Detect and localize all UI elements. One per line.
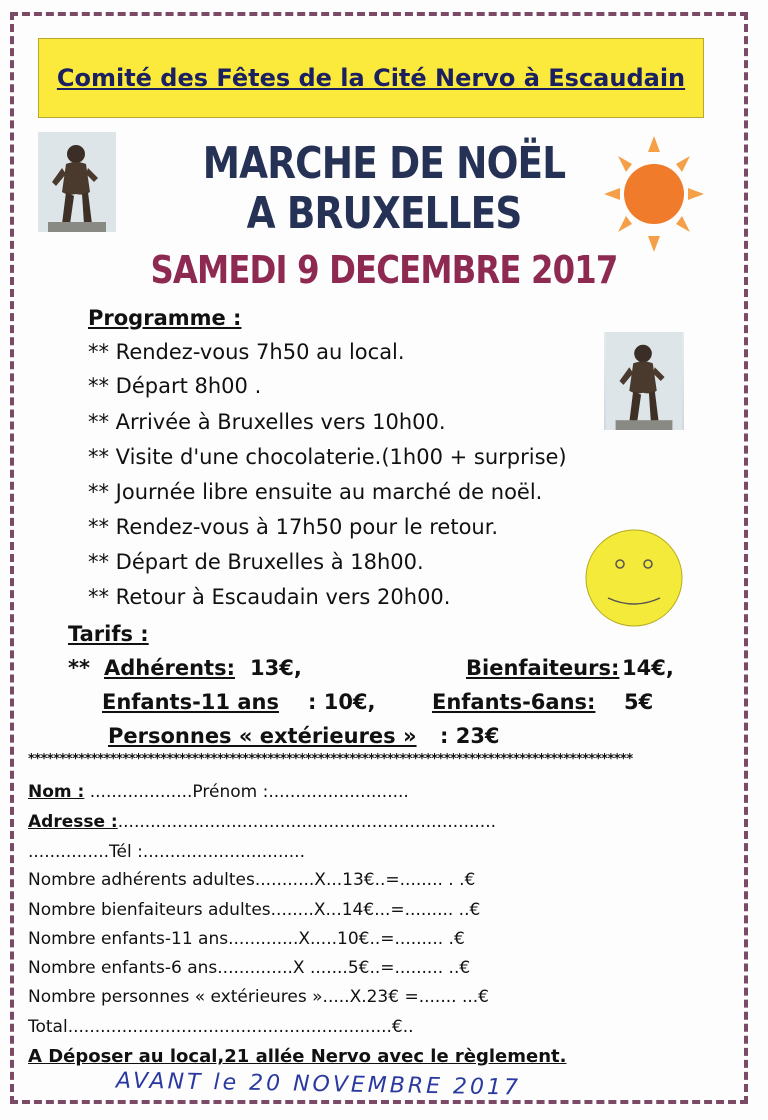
form-row: Nombre personnes « extérieures ».....X.23€ =....... ...€ (28, 987, 489, 1007)
statue-image-right (604, 332, 684, 430)
enfants11-price: : 10€, (308, 690, 376, 714)
adherents-label: Adhérents: (104, 656, 235, 680)
smiley-icon (584, 528, 684, 628)
adherents-price: 13€, (250, 656, 302, 680)
title-date: SAMEDI 9 DECEMBRE 2017 (150, 248, 618, 292)
header-title: Comité des Fêtes de la Cité Nervo à Escaudain (56, 64, 686, 92)
form-row: Nombre bienfaiteurs adultes........X...14€...=......... ..€ (28, 900, 481, 920)
programme-item: ** Rendez-vous à 17h50 pour le retour. (88, 515, 499, 539)
nom-line (28, 782, 409, 802)
form-row: Nombre enfants-6 ans..............X .......5€..=......... ..€ (28, 958, 471, 978)
adresse-label: Adresse : (28, 812, 118, 832)
title-line2: A BRUXELLES (246, 188, 522, 239)
tel-line: ...............Tél :.............................. (28, 842, 305, 862)
footer-instruction: A Déposer au local,21 allée Nervo avec le règlement. (28, 1046, 567, 1067)
enfants6-label: Enfants-6ans: (432, 690, 596, 714)
programme-item: ** Départ 8h00 . (88, 374, 262, 398)
separator: ************************************************************************************************ (28, 752, 633, 767)
form-total: Total............................................................€.. (28, 1017, 414, 1037)
nom-dots: ...................Prénom :.......................... (84, 782, 409, 802)
header-banner (38, 38, 704, 118)
adresse-line (28, 812, 738, 832)
programme-item: ** Visite d'une chocolaterie.(1h00 + surprise) (88, 445, 567, 469)
programme-item: ** Retour à Escaudain vers 20h00. (88, 585, 451, 609)
tarifs-heading: Tarifs : (68, 622, 149, 646)
programme-heading: Programme : (88, 306, 242, 330)
programme-item: ** Journée libre ensuite au marché de noël. (88, 480, 543, 504)
tarifs-prefix: ** (68, 656, 90, 680)
exterieures-label: Personnes « extérieures » (108, 724, 417, 748)
nom-label: Nom : (28, 782, 85, 802)
programme-item: ** Rendez-vous 7h50 au local. (88, 340, 405, 364)
form-row: Nombre adhérents adultes...........X...13€..=........ . .€ (28, 870, 476, 890)
title-line1: MARCHE DE NOËL (202, 138, 566, 189)
programme-item: ** Arrivée à Bruxelles vers 10h00. (88, 410, 446, 434)
enfants11-label: Enfants-11 ans (102, 690, 279, 714)
programme-item: ** Départ de Bruxelles à 18h00. (88, 550, 424, 574)
handwritten-deadline: AVANT le 20 NOVEMBRE 2017 (115, 1068, 522, 1101)
adresse-dots: ...................................................................... (117, 812, 497, 832)
enfants6-price: 5€ (624, 690, 654, 714)
exterieures-price: : 23€ (440, 724, 500, 748)
bienfaiteurs-price: 14€, (622, 656, 674, 680)
bienfaiteurs-label: Bienfaiteurs: (466, 656, 620, 680)
form-row: Nombre enfants-11 ans.............X.....10€..=......... .€ (28, 929, 465, 949)
